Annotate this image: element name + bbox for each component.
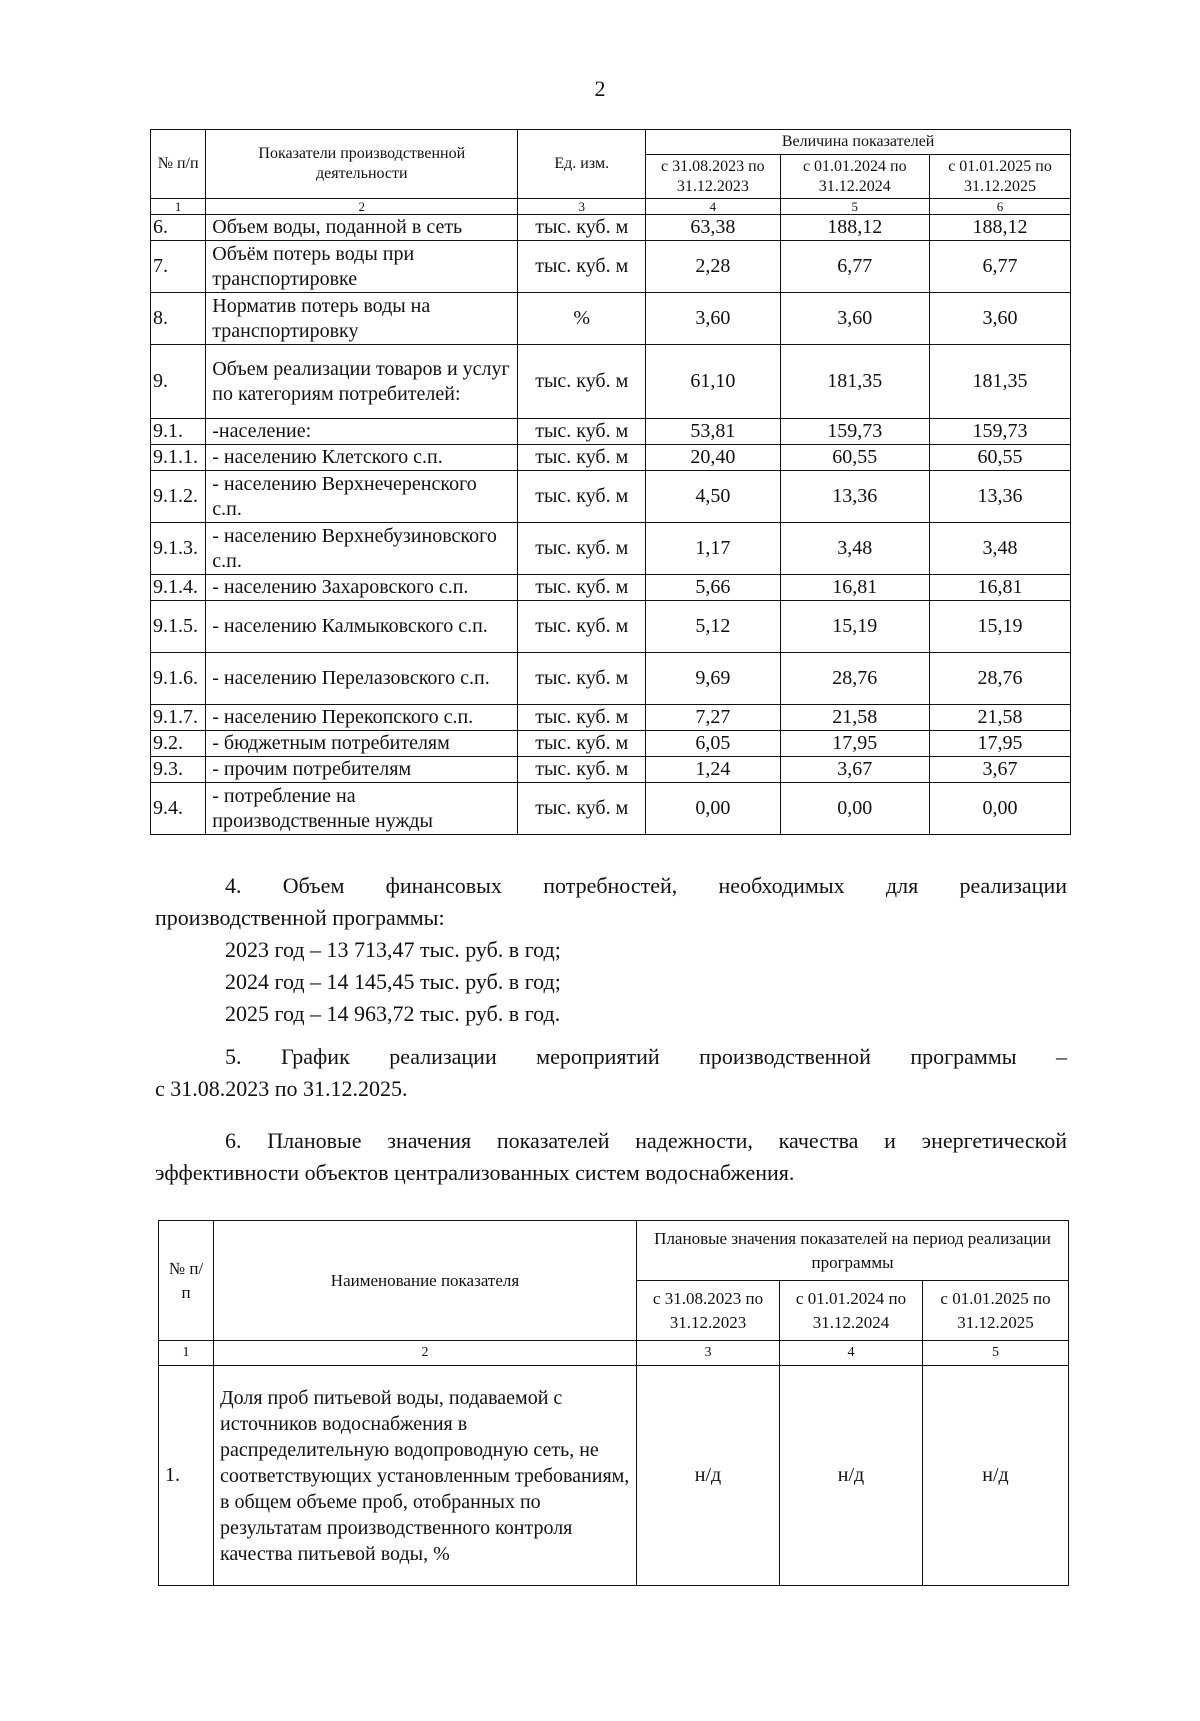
row-num: 9.1.3. [151,523,206,575]
header-indicator: Показатели производственной деятельности [206,130,518,199]
table-row [159,1366,1069,1586]
row-value-2025: 15,19 [930,601,1071,653]
header-values-group: Плановые значения показателей на период реализации программы [637,1221,1069,1281]
row-value-2025: 0,00 [930,783,1071,835]
row-value-2024: 3,67 [780,757,930,783]
row-unit: тыс. куб. м [518,241,646,293]
row-num: 9.2. [151,731,206,757]
row-value-2023: 2,28 [646,241,780,293]
row-value-2023: 7,27 [646,705,780,731]
table-row [151,757,1071,783]
row-value-2023: 20,40 [646,445,780,471]
row-value-2025: 28,76 [930,653,1071,705]
section-5-schedule [155,1041,1067,1105]
index-cell: 3 [637,1341,780,1366]
row-unit: тыс. куб. м [518,471,646,523]
row-num: 1. [159,1366,214,1586]
row-unit: тыс. куб. м [518,601,646,653]
row-name: - населению Клетского с.п. [206,445,518,471]
row-unit: тыс. куб. м [518,783,646,835]
row-value-2023: 5,66 [646,575,780,601]
row-name: Норматив потерь воды на транспортировку [206,293,518,345]
row-value-2025: 60,55 [930,445,1071,471]
header-period-1: с 31.08.2023 по 31.12.2023 [637,1281,780,1341]
index-cell: 4 [646,199,780,215]
row-value-2025: 188,12 [930,215,1071,241]
row-value-2025: 3,60 [930,293,1071,345]
index-cell: 3 [518,199,646,215]
page-number: 2 [594,76,606,101]
table-row [151,293,1071,345]
index-cell: 1 [159,1341,214,1366]
row-unit: тыс. куб. м [518,445,646,471]
table-row [151,575,1071,601]
row-value-2023: 53,81 [646,419,780,445]
row-value-2024: 15,19 [780,601,930,653]
header-period-2: с 01.01.2024 по 31.12.2024 [780,155,930,199]
row-name: Объем реализации товаров и услуг по категориям потребителей: [206,345,518,419]
table-row [151,445,1071,471]
section-5-lead: 5. График реализации мероприятий производственной программы – [225,1044,1067,1069]
row-value-2025: 3,67 [930,757,1071,783]
index-cell: 2 [214,1341,637,1366]
table-row [151,215,1071,241]
row-num: 6. [151,215,206,241]
row-name: Доля проб питьевой воды, подаваемой с источников водоснабжения в распределительную водопроводную сеть, не соответствующих установленным требованиям, в общем объеме проб, отобранных по результатам производственного контроля качества питьевой воды, % [214,1366,637,1586]
index-cell: 5 [780,199,930,215]
row-num: 9.1.5. [151,601,206,653]
index-cell: 1 [151,199,206,215]
index-cell: 2 [206,199,518,215]
header-num: № п/п [159,1221,214,1341]
row-num: 9.1.2. [151,471,206,523]
index-cell: 5 [923,1341,1069,1366]
row-num: 9.1.7. [151,705,206,731]
table-row [151,653,1071,705]
row-value-2024: 3,60 [780,293,930,345]
row-unit: % [518,293,646,345]
header-period-2: с 01.01.2024 по 31.12.2024 [780,1281,923,1341]
row-unit: тыс. куб. м [518,523,646,575]
row-value-2024: 3,48 [780,523,930,575]
section-4-financial-needs [155,870,1067,1030]
row-name: Объём потерь воды при транспортировке [206,241,518,293]
row-num: 9.3. [151,757,206,783]
row-num: 9. [151,345,206,419]
row-num: 9.1.4. [151,575,206,601]
row-value-2023: 63,38 [646,215,780,241]
row-num: 9.1. [151,419,206,445]
header-values-group: Величина показателей [646,130,1071,155]
section-6-lead: 6. Плановые значения показателей надежности, качества и энергетической [225,1128,1067,1153]
row-value-2023: 1,24 [646,757,780,783]
row-unit: тыс. куб. м [518,705,646,731]
row-value-2024: 21,58 [780,705,930,731]
header-period-3: с 01.01.2025 по 31.12.2025 [930,155,1071,199]
row-value-2023: 0,00 [646,783,780,835]
table-row [151,241,1071,293]
row-value-2024: 159,73 [780,419,930,445]
row-value-2025: 181,35 [930,345,1071,419]
row-name: - населению Перелазовского с.п. [206,653,518,705]
row-value-2025: н/д [923,1366,1069,1586]
table-row [151,471,1071,523]
row-value-2024: 188,12 [780,215,930,241]
row-value-2023: 4,50 [646,471,780,523]
row-value-2024: н/д [780,1366,923,1586]
section-5-cont: с 31.08.2023 по 31.12.2025. [155,1076,408,1101]
row-unit: тыс. куб. м [518,653,646,705]
row-value-2023: 61,10 [646,345,780,419]
section-6-cont: эффективности объектов централизованных систем водоснабжения. [155,1160,795,1185]
row-value-2024: 6,77 [780,241,930,293]
table-row [151,601,1071,653]
row-value-2023: 5,12 [646,601,780,653]
table-row [151,345,1071,419]
header-unit: Ед. изм. [518,130,646,199]
row-name: - населению Перекопского с.п. [206,705,518,731]
row-unit: тыс. куб. м [518,757,646,783]
row-name: - населению Захаровского с.п. [206,575,518,601]
row-name: - прочим потребителям [206,757,518,783]
row-unit: тыс. куб. м [518,731,646,757]
row-num: 9.1.1. [151,445,206,471]
table-row [151,523,1071,575]
table-row [151,705,1071,731]
table-row [151,419,1071,445]
row-value-2024: 60,55 [780,445,930,471]
row-num: 9.1.6. [151,653,206,705]
row-value-2023: 3,60 [646,293,780,345]
section-4-cont: производственной программы: [155,905,445,930]
section-4-lead: 4. Объем финансовых потребностей, необходимых для реализации [225,873,1067,898]
row-value-2023: 1,17 [646,523,780,575]
row-name: - населению Верхнебузиновского с.п. [206,523,518,575]
row-unit: тыс. куб. м [518,345,646,419]
row-value-2024: 181,35 [780,345,930,419]
row-name: - бюджетным потребителям [206,731,518,757]
row-value-2025: 13,36 [930,471,1071,523]
production-indicators-table [150,129,1071,835]
section-4-line-2024: 2024 год – 14 145,45 тыс. руб. в год; [225,969,561,994]
row-value-2025: 16,81 [930,575,1071,601]
reliability-indicators-table [158,1220,1069,1586]
row-num: 7. [151,241,206,293]
header-period-3: с 01.01.2025 по 31.12.2025 [923,1281,1069,1341]
row-value-2024: 0,00 [780,783,930,835]
row-name: -население: [206,419,518,445]
row-value-2025: 159,73 [930,419,1071,445]
row-value-2025: 21,58 [930,705,1071,731]
row-value-2024: 17,95 [780,731,930,757]
header-period-1: с 31.08.2023 по 31.12.2023 [646,155,780,199]
table-row [151,783,1071,835]
row-name: Объем воды, поданной в сеть [206,215,518,241]
index-cell: 6 [930,199,1071,215]
row-value-2024: 13,36 [780,471,930,523]
row-unit: тыс. куб. м [518,575,646,601]
row-unit: тыс. куб. м [518,215,646,241]
row-name: - потребление на производственные нужды [206,783,518,835]
row-unit: тыс. куб. м [518,419,646,445]
header-num: № п/п [151,130,206,199]
row-num: 9.4. [151,783,206,835]
row-num: 8. [151,293,206,345]
header-name: Наименование показателя [214,1221,637,1341]
row-value-2024: 28,76 [780,653,930,705]
section-4-line-2023: 2023 год – 13 713,47 тыс. руб. в год; [225,937,561,962]
row-value-2023: 9,69 [646,653,780,705]
row-value-2025: 6,77 [930,241,1071,293]
section-6-planned-values [155,1125,1067,1189]
row-name: - населению Верхнечеренского с.п. [206,471,518,523]
table-row [151,731,1071,757]
row-value-2025: 17,95 [930,731,1071,757]
row-value-2023: н/д [637,1366,780,1586]
row-value-2025: 3,48 [930,523,1071,575]
row-value-2024: 16,81 [780,575,930,601]
row-name: - населению Калмыковского с.п. [206,601,518,653]
section-4-line-2025: 2025 год – 14 963,72 тыс. руб. в год. [225,1001,561,1026]
row-value-2023: 6,05 [646,731,780,757]
index-cell: 4 [780,1341,923,1366]
